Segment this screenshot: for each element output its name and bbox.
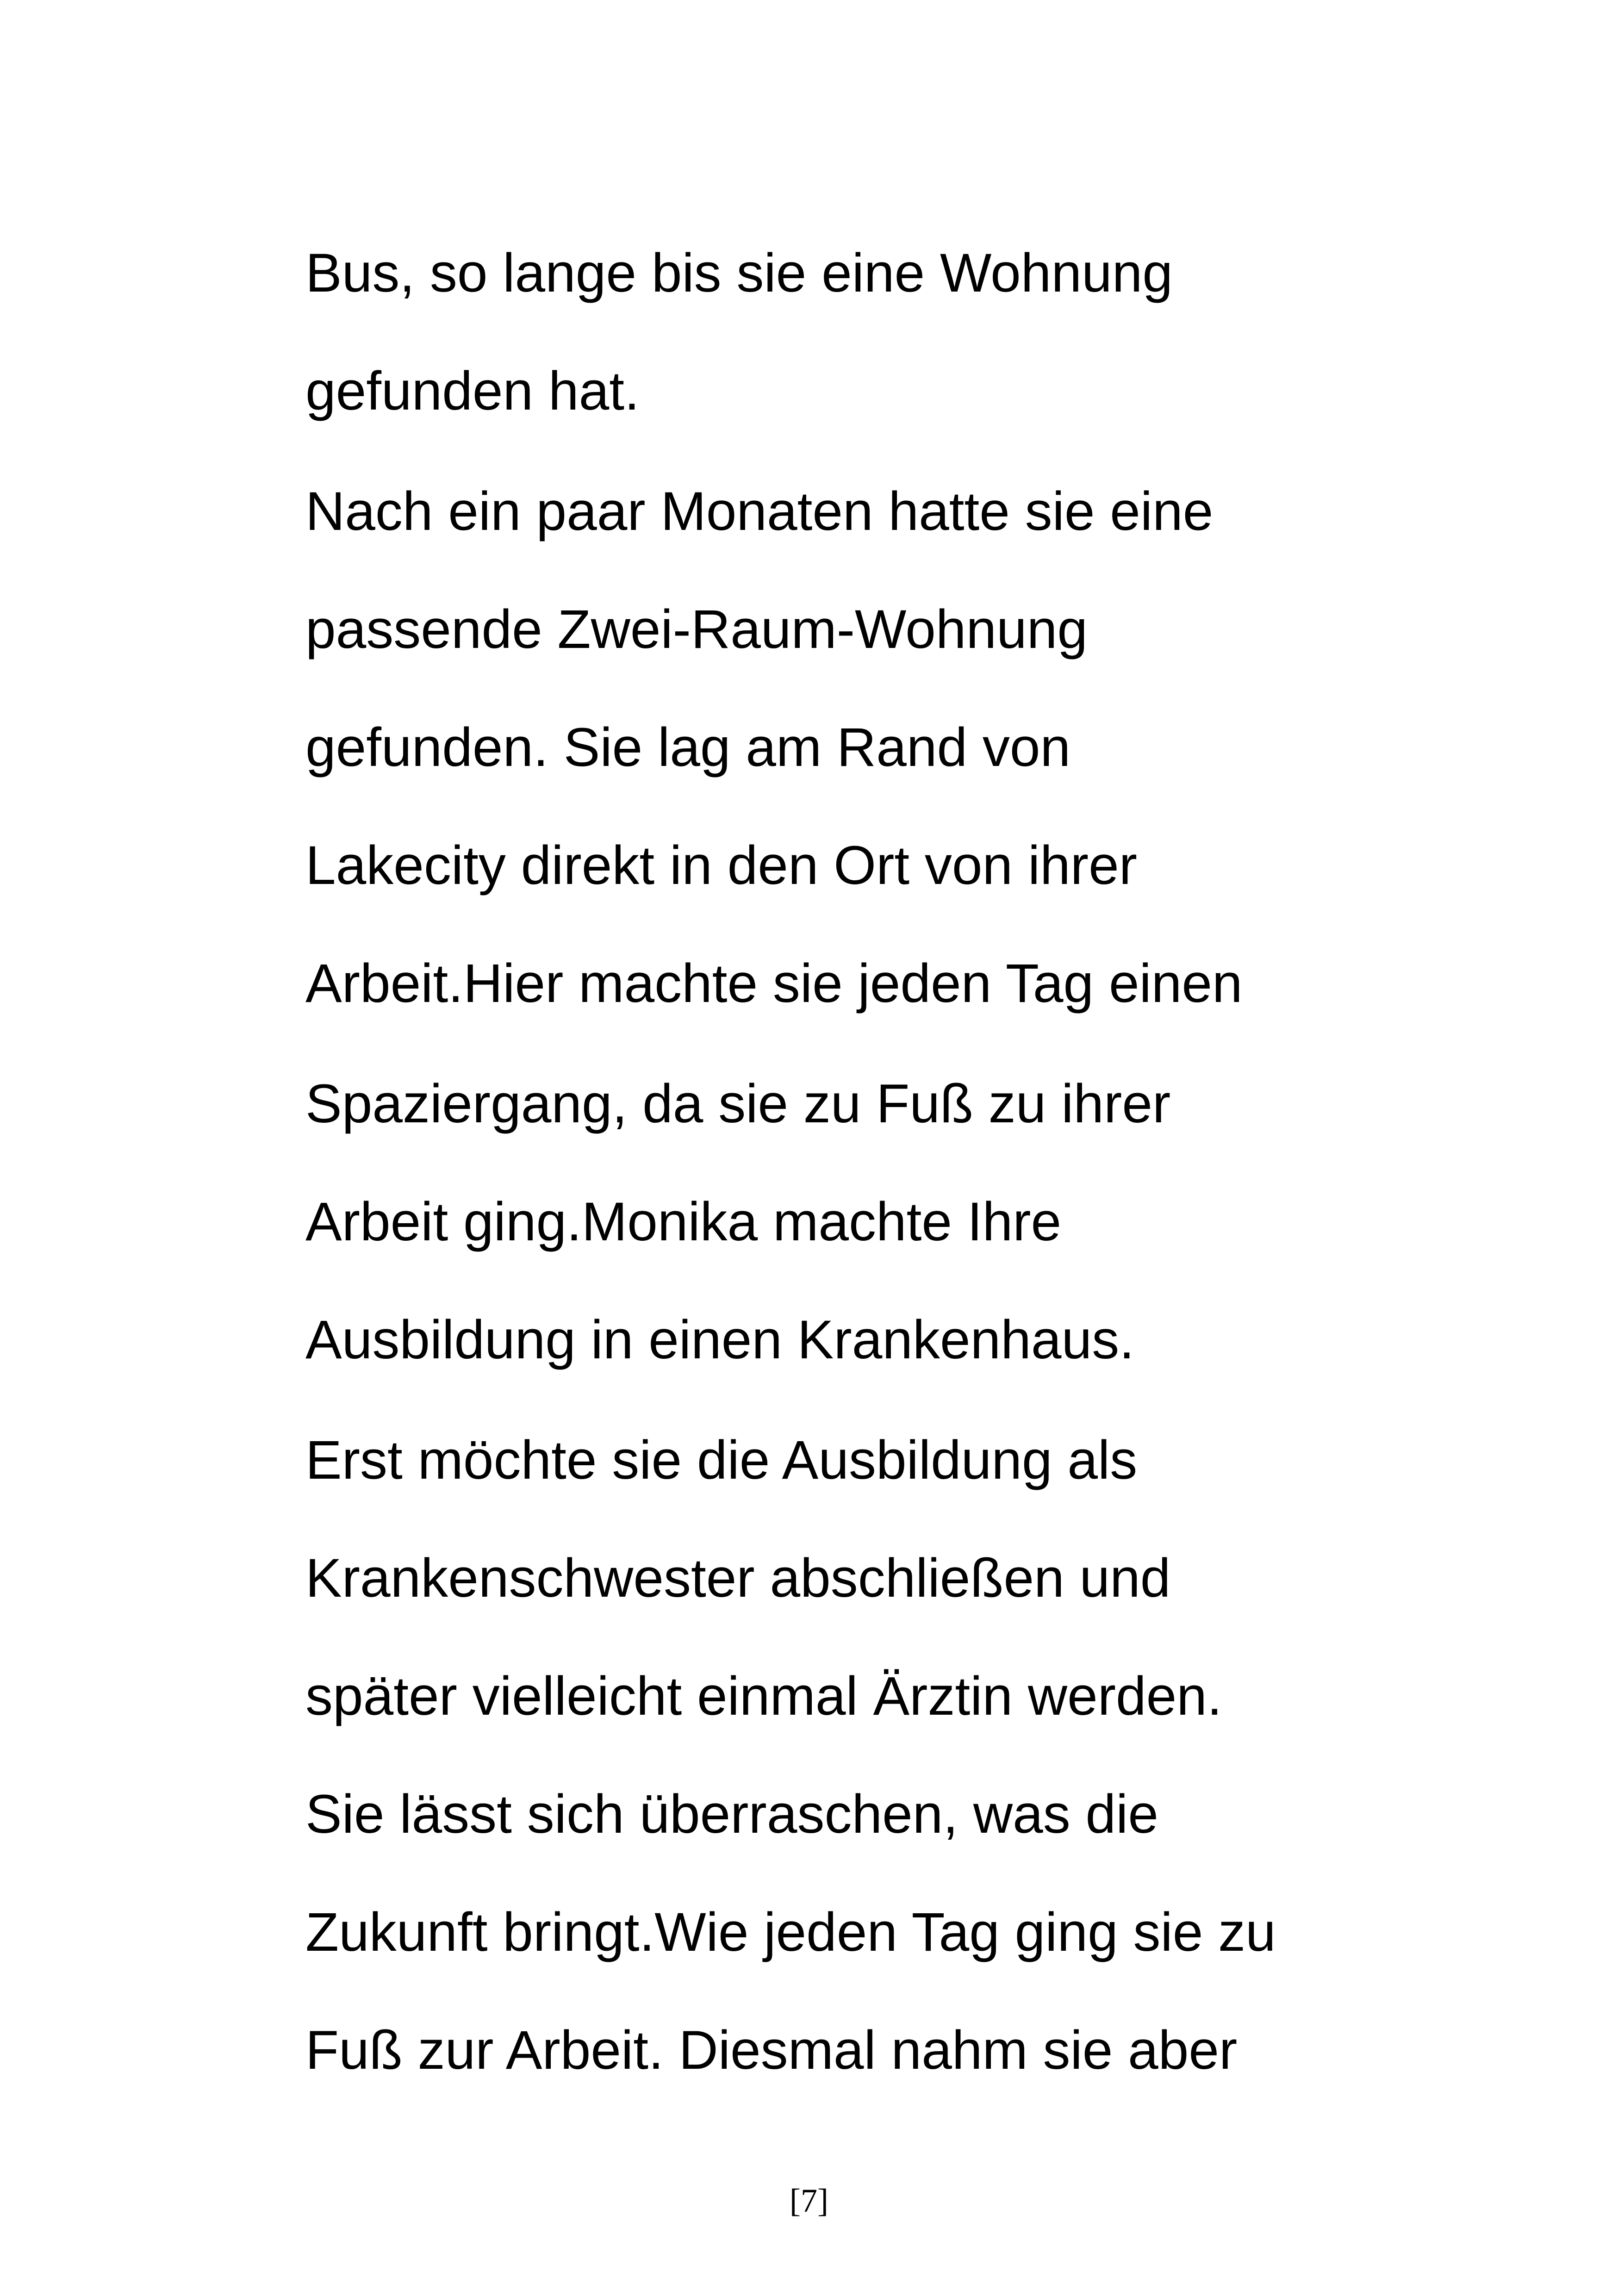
text-line: Ausbildung in einen Krankenhaus. bbox=[305, 1309, 1134, 1370]
text-line: passende Zwei-Raum-Wohnung bbox=[305, 599, 1088, 660]
text-line: später vielleicht einmal Ärztin werden. bbox=[305, 1666, 1222, 1727]
text-line: Lakecity direkt in den Ort von ihrer bbox=[305, 835, 1138, 896]
text-line: Zukunft bringt.Wie jeden Tag ging sie zu bbox=[305, 1902, 1276, 1963]
text-line: Spaziergang, da sie zu Fuß zu ihrer bbox=[305, 1073, 1171, 1134]
page-number: [7] bbox=[790, 2182, 828, 2219]
text-line: Sie lässt sich überraschen, was die bbox=[305, 1784, 1159, 1845]
text-line: Arbeit.Hier machte sie jeden Tag einen bbox=[305, 953, 1243, 1014]
text-line: gefunden. Sie lag am Rand von bbox=[305, 717, 1071, 778]
text-line: gefunden hat. bbox=[305, 361, 640, 422]
text-line: Nach ein paar Monaten hatte sie eine bbox=[305, 481, 1214, 542]
text-line: Bus, so lange bis sie eine Wohnung bbox=[305, 243, 1173, 304]
text-line: Fuß zur Arbeit. Diesmal nahm sie aber bbox=[305, 2020, 1238, 2081]
text-line: Erst möchte sie die Ausbildung als bbox=[305, 1430, 1138, 1491]
text-line: Krankenschwester abschließen und bbox=[305, 1548, 1171, 1609]
text-line: Arbeit ging.Monika machte Ihre bbox=[305, 1191, 1062, 1252]
body-text bbox=[305, 0, 1509, 2129]
